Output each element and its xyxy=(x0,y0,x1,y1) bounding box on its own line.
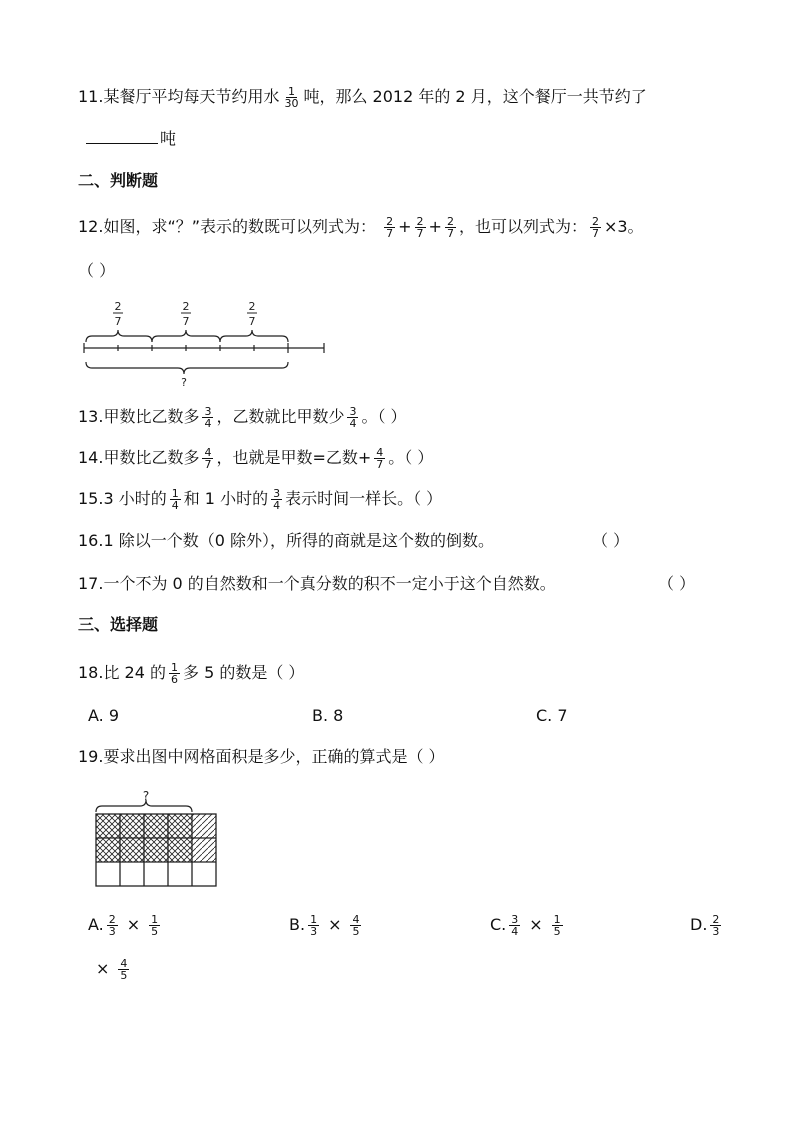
q12-fraction-1: $\frac{2}{7}$ xyxy=(386,215,394,240)
q19-d-frac-1: $\frac{2}{3}$ xyxy=(712,913,720,938)
q14-text-c: 。（ ） xyxy=(388,448,434,467)
q12-text-c: ×3。 xyxy=(603,217,644,236)
q11-text-b: 吨，那么 2012 年的 2 月，这个餐厅一共节约了 xyxy=(303,87,647,106)
question-18 xyxy=(78,662,304,685)
q19-c-frac-2: $\frac{1}{5}$ xyxy=(553,913,561,938)
q19-option-d[interactable]: D. $\frac{2}{3}$ xyxy=(690,913,720,938)
question-17 xyxy=(78,573,556,595)
question-14 xyxy=(78,447,433,470)
q18-fraction: $\frac{1}{6}$ xyxy=(170,661,178,686)
q12-answer-paren[interactable]: （ ） xyxy=(78,261,116,280)
fig-label-1-num: 2 xyxy=(114,300,122,313)
q13-text-c: 。（ ） xyxy=(361,407,407,426)
q14-text-b: ，也就是甲数=乙数+ xyxy=(216,448,372,467)
q16-answer-paren[interactable]: （ ） xyxy=(592,531,630,550)
q18-text-b: 多 5 的数是（ ） xyxy=(182,663,305,682)
q15-text-b: 和 1 小时的 xyxy=(183,489,269,508)
q19-option-b[interactable]: B. $\frac{1}{3}$ × $\frac{4}{5}$ xyxy=(289,913,360,938)
question-19 xyxy=(78,746,445,768)
q15-fraction-1: $\frac{1}{4}$ xyxy=(171,487,179,512)
fig-label-3-num: 2 xyxy=(248,300,256,313)
q18-option-a[interactable]: A. 9 xyxy=(88,706,120,725)
q12-text-b: ，也可以列式为： xyxy=(458,217,587,236)
q12-fraction-2: $\frac{2}{7}$ xyxy=(416,215,424,240)
q12-fraction-4: $\frac{2}{7}$ xyxy=(591,215,599,240)
q11-unit: 吨 xyxy=(160,129,177,148)
q12-text-a: 12.如图，求“？”表示的数既可以列式为： xyxy=(78,217,377,236)
q17-text: 17.一个不为 0 的自然数和一个真分数的积不一定小于这个自然数。 xyxy=(78,574,556,593)
plus-sign: + xyxy=(398,217,412,236)
q18-text-a: 18.比 24 的 xyxy=(78,663,166,682)
q19-option-d-cont: × $\frac{4}{5}$ xyxy=(96,957,128,982)
q12-fraction-3: $\frac{2}{7}$ xyxy=(446,215,454,240)
q19-d-frac-2: $\frac{4}{5}$ xyxy=(120,957,128,982)
section-3-heading: 三、选择题 xyxy=(78,615,159,634)
section-2-heading: 二、判断题 xyxy=(78,171,159,190)
q18-option-b[interactable]: B. 8 xyxy=(312,706,344,725)
answer-blank[interactable] xyxy=(86,129,158,144)
q11-fraction: $\frac{1}{30}$ xyxy=(284,85,299,110)
fig-question-mark: ? xyxy=(181,376,187,389)
fig-label-2-num: 2 xyxy=(182,300,190,313)
question-16 xyxy=(78,530,494,552)
question-11-answer xyxy=(86,128,176,150)
fig-label-1-den: 7 xyxy=(114,315,122,328)
question-12 xyxy=(78,216,644,239)
q19-option-a[interactable]: A. $\frac{2}{3}$ × $\frac{1}{5}$ xyxy=(88,913,159,938)
q19-option-c[interactable]: C. $\frac{3}{4}$ × $\frac{1}{5}$ xyxy=(490,913,561,938)
q13-text-a: 13.甲数比乙数多 xyxy=(78,407,200,426)
q13-fraction-1: $\frac{3}{4}$ xyxy=(204,405,212,430)
q15-text-c: 表示时间一样长。（ ） xyxy=(285,489,443,508)
q16-text: 16.1 除以一个数（0 除外），所得的商就是这个数的倒数。 xyxy=(78,531,494,550)
q11-text-a: 11.某餐厅平均每天节约用水 xyxy=(78,87,280,106)
plus-sign: + xyxy=(428,217,442,236)
fig-label-2-den: 7 xyxy=(182,315,190,328)
q19-grid-diagram xyxy=(94,788,220,890)
q17-answer-paren[interactable]: （ ） xyxy=(658,574,696,593)
q14-fraction-1: $\frac{4}{7}$ xyxy=(204,446,212,471)
q18-option-c[interactable]: C. 7 xyxy=(536,706,568,725)
q13-text-b: ，乙数就比甲数少 xyxy=(216,407,345,426)
q14-fraction-2: $\frac{4}{7}$ xyxy=(376,446,384,471)
q19-a-frac-1: $\frac{2}{3}$ xyxy=(108,913,116,938)
q19-b-frac-1: $\frac{1}{3}$ xyxy=(310,913,318,938)
grid-question-mark: ? xyxy=(142,789,150,803)
q15-fraction-2: $\frac{3}{4}$ xyxy=(273,487,281,512)
q19-text: 19.要求出图中网格面积是多少，正确的算式是（ ） xyxy=(78,747,445,766)
q12-segment-diagram xyxy=(78,298,338,390)
q19-b-frac-2: $\frac{4}{5}$ xyxy=(352,913,360,938)
q13-fraction-2: $\frac{3}{4}$ xyxy=(349,405,357,430)
question-11 xyxy=(78,86,647,109)
fig-label-3-den: 7 xyxy=(248,315,256,328)
q19-a-frac-2: $\frac{1}{5}$ xyxy=(151,913,159,938)
q19-c-frac-1: $\frac{3}{4}$ xyxy=(511,913,519,938)
question-13 xyxy=(78,406,407,429)
q15-text-a: 15.3 小时的 xyxy=(78,489,167,508)
q14-text-a: 14.甲数比乙数多 xyxy=(78,448,200,467)
question-15 xyxy=(78,488,442,511)
